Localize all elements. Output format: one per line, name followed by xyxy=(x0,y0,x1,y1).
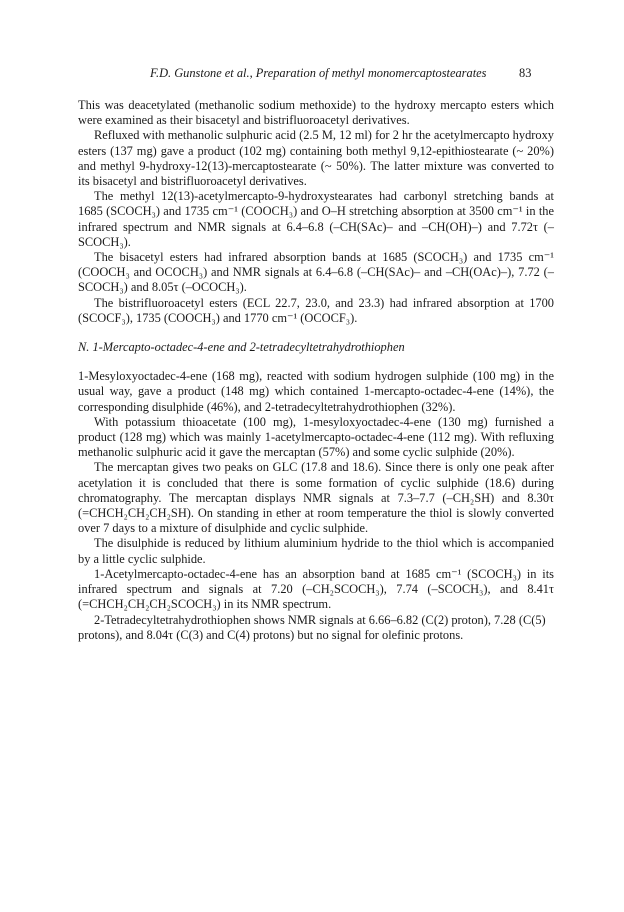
running-header: F.D. Gunstone et al., Preparation of methyl monomercaptostearates xyxy=(150,66,487,80)
paragraph: The disulphide is reduced by lithium aluminium hydride to the thiol which is accompanied by a little cyclic sulphide. xyxy=(78,536,554,566)
body-text xyxy=(78,98,554,643)
paragraph: 1-Mesyloxyoctadec-4-ene (168 mg), reacted with sodium hydrogen sulphide (100 mg) in the usual way, gave a product (148 mg) which contained 1-mercapto-octadec-4-ene (14%), the corresponding disulphide (46%), and 2-tetradecyltetrahydrothiophen (32%). xyxy=(78,369,554,414)
paragraph: This was deacetylated (methanolic sodium methoxide) to the hydroxy mercapto esters which were examined as their bisacetyl and bistrifluoroacetyl derivatives. xyxy=(78,98,554,128)
paragraph: With potassium thioacetate (100 mg), 1-mesyloxyoctadec-4-ene (130 mg) furnished a product (128 mg) which was mainly 1-acetylmercapto-octadec-4-ene (112 mg). With refluxing methanolic sulphuric acid it gave the mercaptan (57%) and some cyclic sulphide (20%). xyxy=(78,414,554,460)
page-number: 83 xyxy=(519,66,532,80)
paragraph: The methyl 12(13)-acetylmercapto-9-hydroxystearates had carbonyl stretching bands at 1685 (SCOCH₃) and 1735 cm⁻¹ (COOCH₃) and O–H stretching absorption at 3500 cm⁻¹ in the infrared spectrum and NMR signals at 6.4–6.8 (–CH(SAc)– and –CH(OH)–) and 7.72τ (–SCOCH₃). xyxy=(78,189,554,249)
paragraph: 2-Tetradecyltetrahydrothiophen shows NMR signals at 6.66–6.82 (C(2) proton), 7.28 (C(5) protons), and 8.04τ (C(3) and C(4) protons) but no signal for olefinic protons. xyxy=(78,612,546,642)
paragraph: 1-Acetylmercapto-octadec-4-ene has an absorption band at 1685 cm⁻¹ (SCOCH₃) in its infrared spectrum and signals at 7.20 (–CH₂SCOCH₃), 7.74 (–SCOCH₃), and 8.41τ (=CHCH₂CH₂CH₂SCOCH₃) in its NMR spectrum. xyxy=(78,566,554,612)
paragraph: The mercaptan gives two peaks on GLC (17.8 and 18.6). Since there is only one peak after acetylation it is concluded that there is some formation of cyclic sulphide (18.6) during chromatography. The mercaptan displays NMR signals at 7.3–7.7 (–CH₂SH) and 8.30τ (=CHCH₂CH₂CH₂SH). On standing in ether at room temperature the thiol is slowly converted over 7 days to a mixture of disulphide and cyclic sulphide. xyxy=(78,460,554,536)
paragraph: Refluxed with methanolic sulphuric acid (2.5 M, 12 ml) for 2 hr the acetylmercapto hydroxy esters (137 mg) gave a product (102 mg) containing both methyl 9,12-epithiostearate (~ 20%) and methyl 9-hydroxy-12(13)-mercaptostearate (~ 50%). The latter mixture was converted to its bisacetyl and bistrifluoroacetyl derivatives. xyxy=(78,128,554,189)
section-heading: N. 1-Mercapto-octadec-4-ene and 2-tetradecyltetrahydrothiophen xyxy=(78,340,405,355)
paragraph: The bistrifluoroacetyl esters (ECL 22.7, 23.0, and 23.3) had infrared absorption at 1700 (SCOCF₃), 1735 (COOCH₃) and 1770 cm⁻¹ (OCOCF₃). xyxy=(78,295,554,325)
paragraph: The bisacetyl esters had infrared absorption bands at 1685 (SCOCH₃) and 1735 cm⁻¹ (COOCH₃ and OCOCH₃) and NMR signals at 6.4–6.8 (–CH(SAc)– and –CH(OAc)–), 7.72 (–SCOCH₃) and 8.05τ (–OCOCH₃). xyxy=(78,250,554,295)
